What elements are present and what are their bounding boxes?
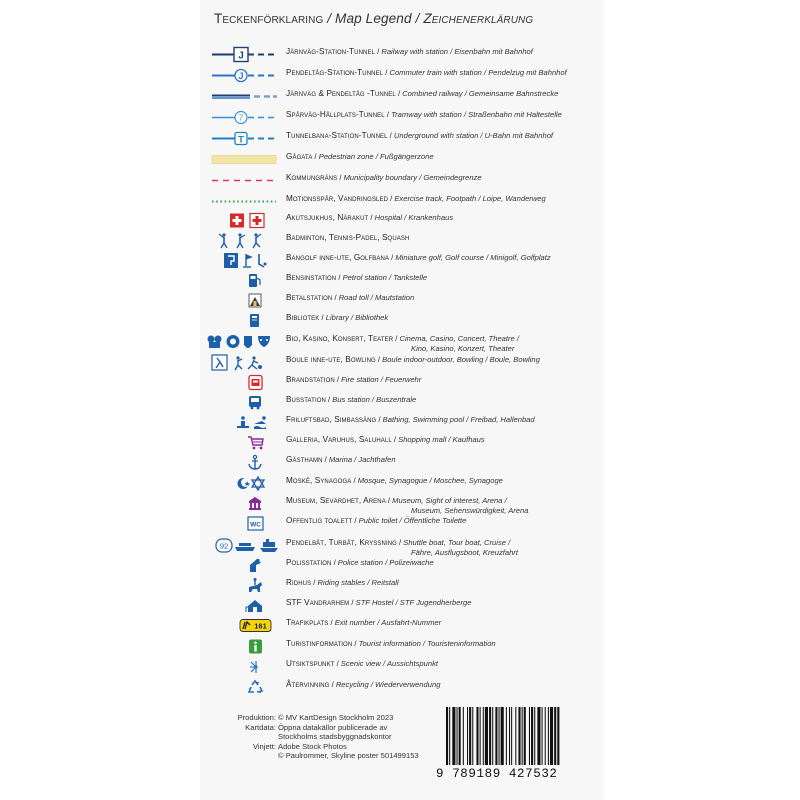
barcode-bar <box>489 707 491 765</box>
legend-translation: Municipality boundary / Gemeindegrenze <box>343 173 482 182</box>
barcode-bar <box>524 707 526 765</box>
legend-translation: Public toilet / Öffentliche Toilette <box>358 516 467 525</box>
legend-translation: Petrol station / Tankstelle <box>342 273 428 282</box>
barcode-bar <box>537 707 540 765</box>
legend-label: Tunnelbana-Station-Tunnel <box>286 131 388 140</box>
kartdata-label: Kartdata: <box>245 722 276 732</box>
swimming-icon <box>210 414 280 431</box>
legend-label: Spårväg-Hållplats-Tunnel <box>286 110 385 119</box>
toilet-badge-text: WC <box>250 521 261 529</box>
vinjett-line2: © Paulrommer, Skyline poster 501499153 <box>278 751 419 761</box>
fire-station-icon <box>210 374 280 391</box>
barcode-bar <box>550 707 553 765</box>
produktion-value: © MV KartDesign Stockholm 2023 <box>278 713 394 722</box>
barcode-bar <box>509 707 510 765</box>
title-separator: / <box>327 11 332 26</box>
legend-translation: Library / Bibliothek <box>325 313 389 322</box>
petrol-station-icon <box>210 272 280 289</box>
barcode-bar <box>472 707 473 765</box>
legend-label: Polisstation <box>286 558 332 567</box>
legend-translation-line2: Kino, Kasino, Konzert, Theater <box>411 344 515 353</box>
barcode-bar <box>534 707 535 765</box>
tramway-stop-tunnel-icon <box>210 109 280 126</box>
legend-label: Trafikplats <box>286 618 329 627</box>
legend-translation: Riding stables / Reitstall <box>317 578 399 587</box>
riding-stables-icon <box>210 577 280 594</box>
barcode-bar <box>499 707 500 765</box>
legend-label: Järnväg-Station-Tunnel <box>286 47 375 56</box>
museum-icon <box>210 495 280 512</box>
marina-icon <box>210 454 280 471</box>
legend-label: Återvinning <box>286 680 330 689</box>
legend-translation: Marina / Jachthafen <box>328 455 396 464</box>
barcode-bar <box>548 707 549 765</box>
legend-label: Brandstation <box>286 375 335 384</box>
legend-label: Turistinformation <box>286 639 353 648</box>
exit-number-text: 161 <box>254 621 267 631</box>
vinjett-label: Vinjett: <box>252 741 276 751</box>
mosque-synagogue-icon <box>210 475 280 492</box>
legend-label: Boule inne-ute, Bowling <box>286 355 376 364</box>
legend-translation: Hospital / Krankenhaus <box>374 213 454 222</box>
barcode-bar <box>506 707 507 765</box>
barcode-bar <box>476 707 478 765</box>
barcode-bar <box>522 707 523 765</box>
legend-label: Bensinstation <box>286 273 337 282</box>
municipality-boundary-icon <box>210 172 280 189</box>
barcode-bar <box>480 707 481 765</box>
boat-route-number: 92 <box>219 541 229 551</box>
barcode-bar <box>492 707 493 765</box>
legend-translation: Exit number / Ausfahrt-Nummer <box>334 618 442 627</box>
legend-translation: Exercise track, Footpath / Loipe, Wanderweg <box>394 194 546 203</box>
legend-translation: Bus station / Buszentrale <box>332 395 417 404</box>
legend-translation: Shuttle boat, Tour boat, Cruise / <box>403 538 511 547</box>
title-german: Zeichenerklärung <box>423 11 534 26</box>
railway-badge-letter: J <box>238 50 244 62</box>
public-toilet-icon <box>210 515 280 532</box>
cinema-casino-concert-theatre-icon <box>202 333 282 350</box>
legend-label: Offentlig toalett <box>286 516 353 525</box>
produktion-label: Produktion: <box>237 713 276 722</box>
legend-label: Pendeltåg-Station-Tunnel <box>286 68 384 77</box>
recycling-icon <box>210 679 280 696</box>
legend-label: Ridhus <box>286 578 312 587</box>
tram-badge-number: 7 <box>238 113 244 123</box>
legend-sheet: Teckenförklaring / Map Legend / Zeichenerklärung J Järnväg-Station-Tunnel / Railway with station / Eisenbahn mit Bahnhof J Pendeltåg-Station-Tunnel / Commuter train with station / Pendelzug mit Bahnhof Järnväg & Pendeltåg -Tunnel / Combined railway / Gemeinsame Bahnstrecke 7 Spårväg-Hållplats-Tunnel / Tramway with station / Straßenbahn mit Haltestelle T Tunnelbana-Station-Tunnel / Underground with station / U-Bahn mit Bahnhof Gågata / Pedestrian zone / Fußgängerzone Kommungräns / Municipality boundary / Gemeindegrenze Motionsspår, Vandringsled / Exercise track, Footpath / Loipe, Wanderweg Akutsjukhus, Närakut / Hospital / Krankenhaus Badminton, Tennis-Padel, Squash Bangolf inne-ute, Golfbana / Miniature golf, Golf course / Minigolf, Golfplatz Bensinstation / Petrol station / Tankstelle Betalstation / Road toll / Mautstation Bibliotek / Library / Bibliothek Bio, Kasino, Konsert, Teater / Cinema, Casino, Concert, Theatre / Kino, Kasino, Konzert, Theater Boule inne-ute, Bowling / Boule indoor-outdoor, Bowling / Boule, Bowling Brandstation / Fire station / Feuerwehr Busstation / Bus station / Buszentrale Friluftsbad, Simbassäng / Bathing, Swimming pool / Freibad, Hallenbad Galleria, Varuhus, Saluhall / Shopping mall / Kaufhaus Gästhamn / Marina / Jachthafen Moské, Synagoga / Mosque, Synagogue / Moschee, Synagoge Museum, Sevärdhet, Arena / Museum, Sight of interest, Arena / Museum, Sehenswürdigkeit, Arena WC Offentlig toalett / Public toilet / Öffentliche Toilette 92 Pendelbåt, Turbåt, Kryssning / Shuttle boat, Tour boat, Cruise / Fähre, Ausflugsboot, Kreuzfahrt Polisstation / Police station / Polizeiwache Ridhus / Riding stables / Reitstall STF Vandrarhem / STF Hostel / STF Jugendherberge 161 Trafikplats / Exit number / Ausfahrt-Nummer Turistinformation / Tourist information / Touristeninformation Utsiktspunkt / Scenic view / Aussichtspunkt Återvinning / Recycling / Wiederverwendung Produktion: © MV KartDesign Stockholm 2023 Kartdata: Öppna datakällor publicerade av Stockholms stadsbyggnadskontor Vinjett: Adobe Stock Photos © Paulrommer, Skyline poster 501499153 9 789189 427532 <box>200 0 604 800</box>
legend-translation: Tourist information / Touristeninformation <box>358 639 496 648</box>
legend-label: Bibliotek <box>286 313 320 322</box>
legend-translation: Underground with station / U-Bahn mit Bahnhof <box>393 131 554 140</box>
barcode-bar <box>452 707 455 765</box>
legend-label: Utsiktspunkt <box>286 659 335 668</box>
barcode-bar <box>483 707 484 765</box>
legend-translation: Museum, Sight of interest, Arena / <box>392 496 507 505</box>
legend-label: Järnväg & Pendeltåg -Tunnel <box>286 89 396 98</box>
barcode-bar <box>518 707 520 765</box>
barcode-bar <box>495 707 497 765</box>
badminton-tennis-squash-icon <box>210 232 280 249</box>
title-swedish: Teckenförklaring <box>214 11 324 26</box>
legend-translation: Recycling / Wiederverwendung <box>335 680 441 689</box>
boat-icon <box>202 537 286 554</box>
title-separator: / <box>415 11 420 26</box>
combined-railway-tunnel-icon <box>210 88 280 105</box>
legend-label: Akutsjukhus, Närakut <box>286 213 369 222</box>
legend-label: Bangolf inne-ute, Golfbana <box>286 253 389 262</box>
hostel-icon <box>210 597 280 614</box>
boule-bowling-icon <box>202 354 282 371</box>
legend-label: Gästhamn <box>286 455 323 464</box>
barcode-bar <box>446 707 448 765</box>
barcode-bar <box>511 707 512 765</box>
exit-number-icon <box>210 617 280 634</box>
road-toll-icon <box>210 292 280 309</box>
bus-station-icon <box>210 394 280 411</box>
legend-label: Betalstation <box>286 293 333 302</box>
police-station-icon <box>210 557 280 574</box>
legend-label: Motionsspår, Vandringsled <box>286 194 389 203</box>
barcode-bar <box>529 707 530 765</box>
legend-title <box>214 11 599 26</box>
legend-label: Moské, Synagoga <box>286 476 352 485</box>
legend-translation: Miniature golf, Golf course / Minigolf, Golfplatz <box>395 253 551 262</box>
library-icon <box>210 312 280 329</box>
title-english: Map Legend <box>335 11 412 26</box>
barcode-bar <box>545 707 546 765</box>
barcode <box>446 707 602 765</box>
underground-station-tunnel-icon <box>210 130 280 147</box>
barcode-bar <box>531 707 533 765</box>
barcode-bar <box>469 707 471 765</box>
legend-translation: Bathing, Swimming pool / Freibad, Hallenbad <box>382 415 535 424</box>
legend-translation: STF Hostel / STF Jugendherberge <box>355 598 472 607</box>
legend-translation: Scenic view / Aussichtspunkt <box>340 659 439 668</box>
legend-translation: Combined railway / Gemeinsame Bahnstrecke <box>402 89 559 98</box>
legend-translation: Cinema, Casino, Concert, Theatre / <box>399 334 519 343</box>
legend-translation: Police station / Polizeiwache <box>337 558 434 567</box>
legend-translation: Road toll / Mautstation <box>338 293 415 302</box>
vinjett-line1: Adobe Stock Photos <box>278 741 347 751</box>
tourist-information-icon <box>210 638 280 655</box>
legend-translation: Fire station / Feuerwehr <box>341 375 422 384</box>
legend-label: STF Vandrarhem <box>286 598 350 607</box>
underground-badge-letter: T <box>238 134 244 146</box>
barcode-bar <box>557 707 559 765</box>
legend-translation: Pedestrian zone / Fußgängerzone <box>318 152 434 161</box>
legend-label: Busstation <box>286 395 326 404</box>
hospital-icon <box>210 212 280 229</box>
kartdata-line1: Öppna datakällor publicerade av <box>278 722 388 732</box>
barcode-bar <box>554 707 556 765</box>
legend-label: Bio, Kasino, Konsert, Teater <box>286 334 394 343</box>
shopping-mall-icon <box>210 434 280 451</box>
legend-label: Gågata <box>286 152 313 161</box>
scenic-view-icon <box>210 658 280 675</box>
barcode-bar <box>459 707 461 765</box>
legend-label: Museum, Sevärdhet, Arena <box>286 496 386 505</box>
legend-translation: Shopping mall / Kaufhaus <box>398 435 485 444</box>
railway-station-tunnel-icon <box>210 46 280 63</box>
legend-translation-line2: Fähre, Ausflugsboot, Kreuzfahrt <box>411 548 518 557</box>
legend-translation: Mosque, Synagogue / Moschee, Synagoge <box>357 476 503 485</box>
isbn-number: 9 789189 427532 <box>436 767 558 781</box>
barcode-bar <box>515 707 516 765</box>
barcode-bar <box>463 707 464 765</box>
legend-label: Kommungräns <box>286 173 338 182</box>
legend-translation: Railway with station / Eisenbahn mit Bahnhof <box>381 47 533 56</box>
credits-block <box>220 713 430 761</box>
barcode-bar <box>485 707 488 765</box>
exercise-track-icon <box>210 193 280 210</box>
barcode-bar <box>457 707 458 765</box>
legend-translation: Commuter train with station / Pendelzug mit Bahnhof <box>389 68 567 77</box>
legend-label: Friluftsbad, Simbassäng <box>286 415 377 424</box>
golf-icon <box>210 252 280 269</box>
commuter-train-station-tunnel-icon <box>210 67 280 84</box>
legend-translation: Boule indoor-outdoor, Bowling / Boule, Bowling <box>382 355 540 364</box>
legend-label: Badminton, Tennis-Padel, Squash <box>286 233 410 242</box>
commuter-badge-letter: J <box>238 71 244 81</box>
legend-label: Pendelbåt, Turbåt, Kryssning <box>286 538 397 547</box>
legend-translation: Tramway with station / Straßenbahn mit Haltestelle <box>391 110 562 119</box>
pedestrian-zone-icon <box>210 151 280 168</box>
legend-translation-line2: Museum, Sehenswürdigkeit, Arena <box>411 506 529 515</box>
barcode-bar <box>467 707 468 765</box>
barcode-bar <box>449 707 450 765</box>
barcode-bar <box>501 707 504 765</box>
barcode-bar <box>542 707 543 765</box>
legend-label: Galleria, Varuhus, Saluhall <box>286 435 392 444</box>
kartdata-line2: Stockholms stadsbyggnadskontor <box>278 732 392 742</box>
